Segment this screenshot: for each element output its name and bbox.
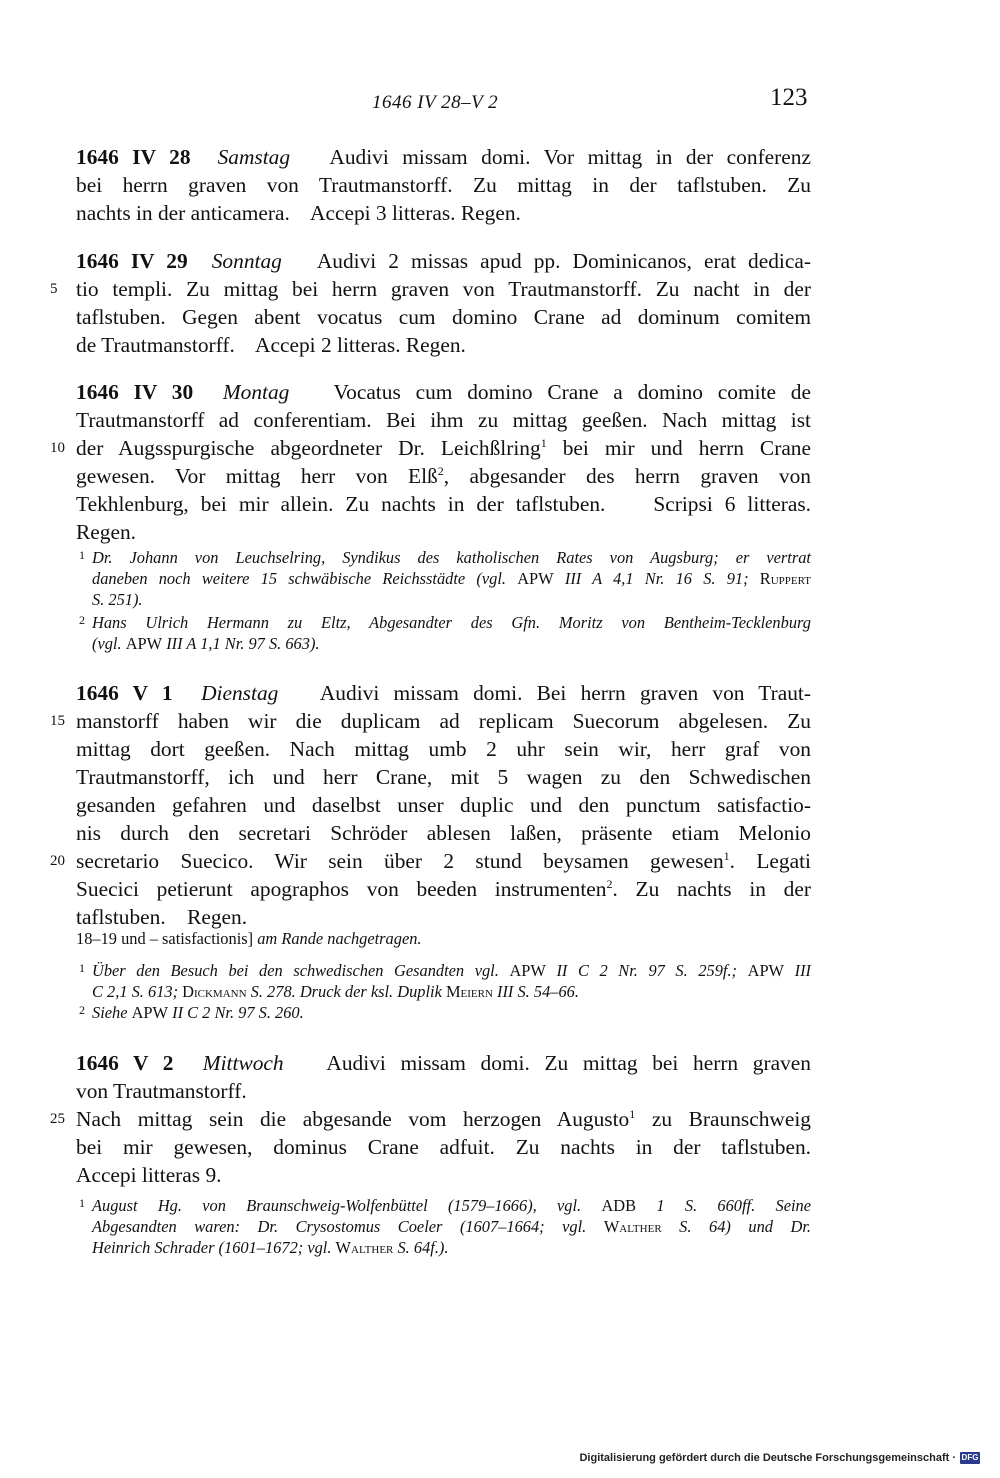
entry-text: Trautmanstorff ad conferentiam. Bei ihm zu mittag geeßen. Nach mittag ist <box>76 408 811 432</box>
footnote-text: III <box>784 961 812 980</box>
footnote-text: (vgl. <box>92 634 126 653</box>
footnote-text: Hans Ulrich Hermann zu Eltz, Abgesandter des Gfn. Moritz von Bentheim-Tecklenburg <box>92 613 811 632</box>
entry-text: . Legati <box>729 849 811 873</box>
entry-date: 1646 V 1 <box>76 681 173 705</box>
footnote-author: Walther <box>335 1238 394 1257</box>
footnote-mark: 1 <box>79 548 85 562</box>
entry-text: Audivi missam domi. Zu mittag bei herrn graven <box>326 1051 811 1075</box>
dfg-logo: DFG <box>961 1453 979 1462</box>
entry-text: de Trautmanstorff. Accepi 2 litteras. Regen. <box>76 333 466 357</box>
footnote-mark: 2 <box>79 613 85 627</box>
footnote-text: II C 2 Nr. 97 S. 259f.; <box>545 961 748 980</box>
footnote-ref: 1 <box>540 436 547 450</box>
diary-entry-1646-v-1 <box>50 679 811 931</box>
entry-text: Audivi missam domi. Bei herrn graven von Traut- <box>319 681 811 705</box>
entry-text: gewesen. Vor mittag herr von Elß <box>76 464 438 488</box>
entry-text: bei mir gewesen, dominus Crane adfuit. Zu nachts in der taflstuben. <box>76 1135 811 1159</box>
entry-text: tio templi. Zu mittag bei herrn graven von Trautmanstorff. Zu nacht in der <box>76 277 811 301</box>
entry-day: Dienstag <box>201 681 279 705</box>
footnote-text: S. 278. Druck der ksl. Duplik <box>246 982 446 1001</box>
textual-note <box>76 928 811 950</box>
entry-text: mittag dort geeßen. Nach mittag umb 2 uhr sein wir, herr graf von <box>76 737 811 761</box>
digitization-footer <box>579 1452 980 1464</box>
footnote-text: Dr. Johann von Leuchselring, Syndikus des katholischen Rates von Augsburg; er vertrat <box>92 548 811 567</box>
entry-day: Montag <box>222 380 290 404</box>
line-number: 20 <box>50 853 65 869</box>
entry-text: Trautmanstorff, ich und herr Crane, mit 5 wagen zu den Schwedischen <box>76 765 811 789</box>
footnote-text: Abgesandten waren: Dr. Crysostomus Coeler (1607–1664; vgl. <box>92 1217 604 1236</box>
footnote-abbr: ADB <box>601 1196 637 1215</box>
footnote-text: S. 64) und Dr. <box>661 1217 811 1236</box>
footnote-ref: 2 <box>437 464 444 478</box>
note-text: am Rande nachgetragen. <box>253 929 422 948</box>
entry-text: gesanden gefahren und daselbst unser duplic und den punctum satisfactio- <box>76 793 811 817</box>
diary-entry-1646-iv-30 <box>50 378 811 546</box>
footnote-text: 1 S. 660ff. Seine <box>636 1196 811 1215</box>
entry-day: Samstag <box>217 145 291 169</box>
entry-day: Mittwoch <box>202 1051 284 1075</box>
footnote-ref: 2 <box>606 877 613 891</box>
footnote-abbr: APW <box>131 1003 169 1022</box>
footnote-abbr: APW <box>517 569 554 588</box>
entry-date: 1646 IV 28 <box>76 145 191 169</box>
footnotes-1646-v-1 <box>76 928 811 1023</box>
footnote-text: Über den Besuch bei den schwedischen Gesandten vgl. <box>92 961 510 980</box>
footnote-abbr: APW <box>125 634 163 653</box>
line-number: 25 <box>50 1111 65 1127</box>
entry-text: bei mir und herrn Crane <box>546 436 811 460</box>
running-head-title: 1646 IV 28–V 2 <box>372 92 499 113</box>
entry-text: von Trautmanstorff. <box>76 1079 247 1103</box>
footnote-text: III S. 54–66. <box>492 982 579 1001</box>
entry-text: Vocatus cum domino Crane a domino comite de <box>333 380 811 404</box>
entry-date: 1646 IV 29 <box>76 249 188 273</box>
footnote-author: Dickmann <box>182 982 247 1001</box>
entry-text: . Zu nachts in der <box>612 877 811 901</box>
entry-text: Accepi litteras 9. <box>76 1163 222 1187</box>
diary-entry-1646-iv-28 <box>76 143 811 227</box>
diary-entry-1646-iv-29 <box>50 247 811 359</box>
entry-text: Nach mittag sein die abgesande vom herzogen Augusto <box>76 1107 630 1131</box>
footnote-text: S. 251). <box>92 590 143 609</box>
footnote-text: daneben noch weitere 15 schwäbische Reichsstädte (vgl. <box>92 569 518 588</box>
footnote-text: Siehe <box>92 1003 132 1022</box>
footer-text: Digitalisierung gefördert durch die Deutsche Forschungsgemeinschaft · <box>579 1452 956 1464</box>
line-number: 5 <box>50 281 58 297</box>
footnote-text: Heinrich Schrader (1601–1672; vgl. <box>92 1238 336 1257</box>
entry-text: Suecici petierunt apographos von beeden instrumenten <box>76 877 607 901</box>
footnote-abbr: APW <box>509 961 546 980</box>
entry-text: taflstuben. Gegen abent vocatus cum domino Crane ad dominum comitem <box>76 305 811 329</box>
footnote-abbr: APW <box>747 961 785 980</box>
footnote-ref: 1 <box>629 1107 636 1121</box>
entry-text: , abgesander des herrn graven von <box>443 464 811 488</box>
footnote-text: III A 4,1 Nr. 16 S. 91; <box>553 569 760 588</box>
entry-text: nachts in der anticamera. Accepi 3 litteras. Regen. <box>76 201 521 225</box>
entry-text: secretario Suecico. Wir sein über 2 stund beysamen gewesen <box>76 849 724 873</box>
footnote-text: C 2,1 S. 613; <box>92 982 183 1001</box>
entry-date: 1646 V 2 <box>76 1051 174 1075</box>
entry-text: nis durch den secretari Schröder ablesen laßen, präsente etiam Melonio <box>76 821 811 845</box>
diary-entry-1646-v-2 <box>50 1049 811 1189</box>
note-reference: 18–19 und – satisfactionis] <box>76 929 254 948</box>
footnote-text: III A 1,1 Nr. 97 S. 663). <box>162 634 320 653</box>
entry-text: manstorff haben wir die duplicam ad replicam Suecorum abgelesen. Zu <box>76 709 811 733</box>
entry-text: taflstuben. Regen. <box>76 905 248 929</box>
entry-date: 1646 IV 30 <box>76 380 194 404</box>
entry-text: Regen. <box>76 520 136 544</box>
entry-text: Audivi 2 missas apud pp. Dominicanos, erat dedica- <box>316 249 811 273</box>
footnote-ref: 1 <box>723 849 730 863</box>
footnote-mark: 1 <box>79 961 85 975</box>
footnote-mark: 1 <box>79 1196 85 1210</box>
footnote-text: S. 64f.). <box>393 1238 449 1257</box>
entry-text: Tekhlenburg, bei mir allein. Zu nachts in der taflstuben. Scripsi 6 litteras. <box>76 492 811 516</box>
entry-text: bei herrn graven von Trautmanstorff. Zu mittag in der taflstuben. Zu <box>76 173 811 197</box>
entry-text: der Augsspurgische abgeordneter Dr. Leichßlring <box>76 436 541 460</box>
footnote-text: II C 2 Nr. 97 S. 260. <box>168 1003 304 1022</box>
line-number: 10 <box>50 440 65 456</box>
footnote-author: Walther <box>603 1217 662 1236</box>
line-number: 15 <box>50 713 65 729</box>
footnotes-1646-v-2 <box>76 1195 811 1258</box>
page-number: 123 <box>770 84 808 111</box>
running-head <box>0 84 1000 118</box>
entry-day: Sonntag <box>211 249 282 273</box>
entry-text: zu Braunschweig <box>635 1107 811 1131</box>
footnote-text: August Hg. von Braunschweig-Wolfenbüttel (1579–1666), vgl. <box>92 1196 602 1215</box>
entry-text: Audivi missam domi. Vor mittag in der conferenz <box>329 145 811 169</box>
footnote-author: Ruppert <box>759 569 812 588</box>
footnote-author: Meiern <box>445 982 493 1001</box>
footnote-mark: 2 <box>79 1003 85 1017</box>
footnotes-1646-iv-30 <box>76 547 811 654</box>
